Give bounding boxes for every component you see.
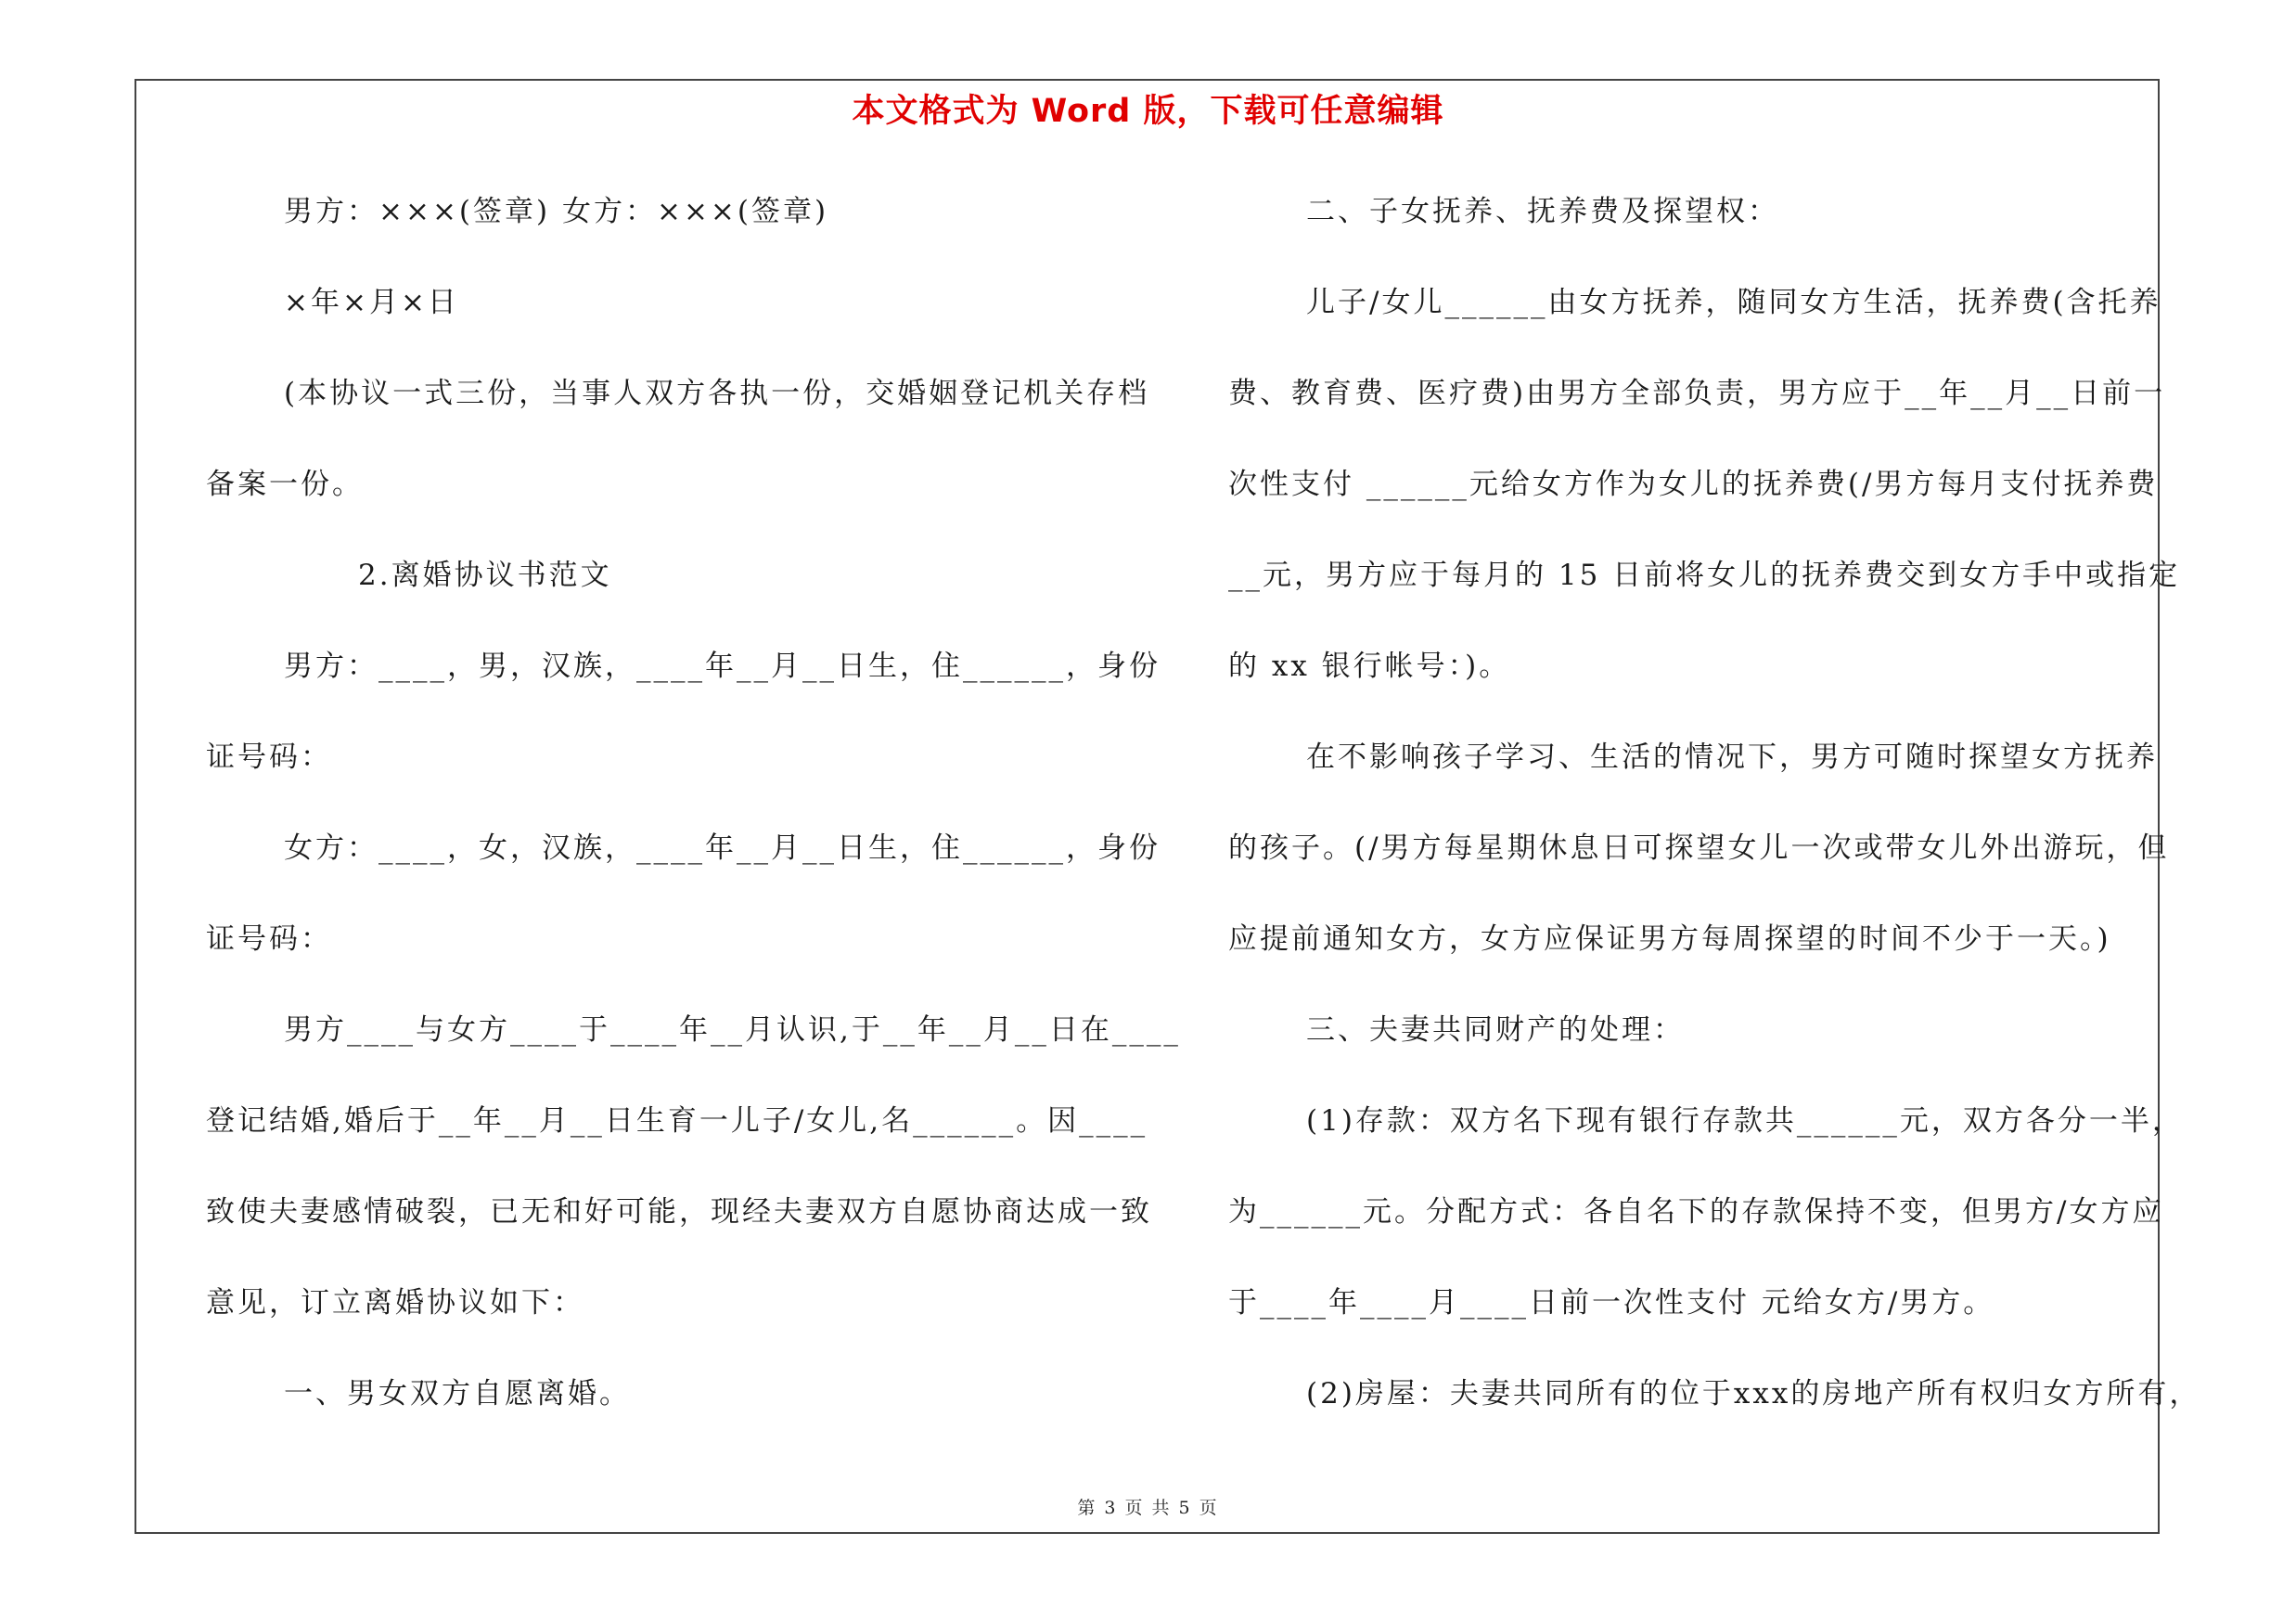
- page-number: 第 3 页 共 5 页: [1077, 1498, 1219, 1518]
- paragraph-line: 费、教育费、医疗费)由男方全部负责，男方应于__年__月__日前一: [1228, 377, 2166, 410]
- paragraph-line: 一、男女双方自愿离婚。: [284, 1377, 631, 1410]
- paragraph-line: (1)存款：双方名下现有银行存款共______元，双方各分一半，: [1306, 1104, 2184, 1138]
- paragraph-line: 证号码：: [206, 741, 332, 774]
- paragraph-line: (2)房屋：夫妻共同所有的位于xxx的房地产所有权归女方所有，: [1306, 1377, 2201, 1410]
- paragraph-line: (本协议一式三份，当事人双方各执一份，交婚姻登记机关存档: [284, 377, 1150, 410]
- paragraph-line: 男方____与女方____于____年__月认识,于__年__月__日在____: [284, 1013, 1181, 1047]
- section-heading: 二、子女抚养、抚养费及探望权：: [1306, 195, 1779, 228]
- signature-line: 男方：×××(签章) 女方：×××(签章): [284, 195, 829, 228]
- left-column: [206, 182, 1181, 1455]
- paragraph-line: 意见，订立离婚协议如下：: [206, 1286, 584, 1320]
- paragraph-line: 儿子/女儿______由女方抚养，随同女方生活，抚养费(含托养: [1306, 286, 2161, 319]
- paragraph-line: 证号码：: [206, 922, 332, 956]
- section-heading: 三、夫妻共同财产的处理：: [1306, 1013, 1685, 1047]
- paragraph-line: 致使夫妻感情破裂，已无和好可能，现经夫妻双方自愿协商达成一致: [206, 1195, 1152, 1229]
- paragraph-line: 登记结婚,婚后于__年__月__日生育一儿子/女儿,名______。因____: [206, 1104, 1148, 1138]
- paragraph-line: 于____年____月____日前一次性支付 元给女方/男方。: [1228, 1286, 1995, 1320]
- paragraph-line: 的 xx 银行帐号：)。: [1228, 650, 1511, 683]
- section-heading: 2.离婚协议书范文: [358, 559, 612, 592]
- paragraph-line: 在不影响孩子学习、生活的情况下，男方可随时探望女方抚养: [1306, 741, 2158, 774]
- date-line: ×年×月×日: [284, 286, 459, 319]
- paragraph-line: 备案一份。: [206, 468, 364, 501]
- paragraph-line: __元，男方应于每月的 15 日前将女儿的抚养费交到女方手中或指定: [1228, 559, 2181, 592]
- paragraph-line: 次性支付 ______元给女方作为女儿的抚养费(/男方每月支付抚养费: [1228, 468, 2159, 501]
- paragraph-line: 男方：____，男，汉族，____年__月__日生，住______，身份: [284, 650, 1161, 683]
- paragraph-line: 的孩子。(/男方每星期休息日可探望女儿一次或带女儿外出游玩，但: [1228, 831, 2170, 865]
- format-banner: 本文格式为 Word 版，下载可任意编辑: [852, 93, 1444, 130]
- right-column: [1228, 182, 2201, 1455]
- paragraph-line: 为______元。分配方式：各自名下的存款保持不变，但男方/女方应: [1228, 1195, 2164, 1229]
- paragraph-line: 应提前通知女方，女方应保证男方每周探望的时间不少于一天。): [1228, 922, 2111, 956]
- paragraph-line: 女方：____，女，汉族，____年__月__日生，住______，身份: [284, 831, 1161, 865]
